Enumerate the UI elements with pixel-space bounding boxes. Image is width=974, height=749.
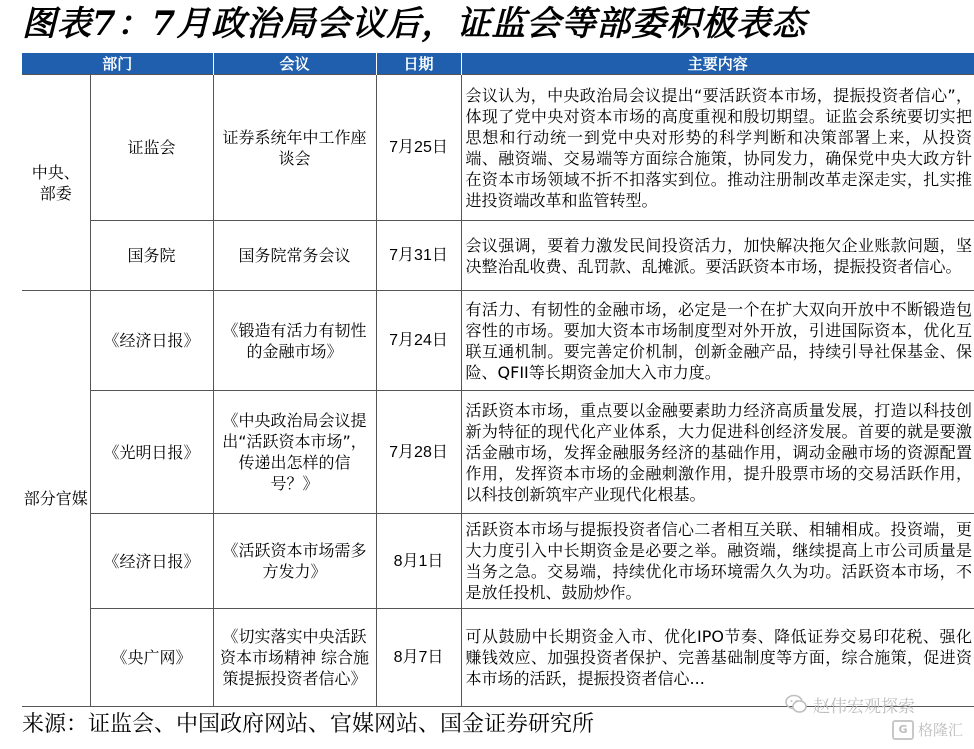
source-note: 来源：证监会、中国政府网站、官媒网站、国金证券研究所: [22, 712, 595, 737]
group-label-media: 部分官媒: [22, 291, 90, 707]
table-row: [22, 514, 974, 609]
header-dept: 部门: [22, 53, 213, 75]
org-cell: 《经济日报》: [90, 291, 213, 391]
date-cell: 8月1日: [376, 514, 461, 609]
org-cell: 国务院: [90, 221, 213, 291]
content-cell: [461, 391, 974, 514]
policy-table: [22, 53, 974, 707]
logo-text: 格隆汇: [918, 721, 964, 739]
header-meeting: 会议: [213, 53, 376, 75]
watermark-text: 赵伟宏观探索: [813, 696, 915, 717]
content-text: 活跃资本市场与提振投资者信心二者相互关联、相辅相成。投资端，更大力度引入中长期资金是必要之举。融资端，继续提高上市公司质量是当务之急。交易端，持续优化市场环境需久久为功。活跃资本市场，不是放任投机、鼓励炒作。: [465, 520, 973, 602]
content-text: 会议认为，中央政治局会议提出“要活跃资本市场，提振投资者信心”，体现了党中央对资本市场的高度重视和殷切期望。证监会系统要切实把思想和行动统一到党中央对形势的科学判断和决策部署上来，从投资端、融资端、交易端等方面综合施策，协同发力，确保党中央大政方针在资本市场领域不折不扣落实到位。推动注册制改革走深走实，扎实推进投资端改革和监管转型。: [465, 85, 973, 210]
meeting-cell: 《活跃资本市场需多方发力》: [213, 514, 376, 609]
table-row: [22, 221, 974, 291]
table-row: [22, 291, 974, 391]
content-cell: [461, 75, 974, 221]
meeting-cell: 《锻造有活力有韧性的金融市场》: [213, 291, 376, 391]
content-text: 有活力、有韧性的金融市场，必定是一个在扩大双向开放中不断锻造包容性的市场。要加大资本市场制度型对外开放，引进国际资本，优化互联互通机制。要完善定价机制，创新金融产品，持续引导社保基金、保险、QFII等长期资金加大入市力度。: [465, 299, 973, 382]
org-cell: 《央广网》: [90, 609, 213, 707]
meeting-cell: 证券系统年中工作座谈会: [213, 75, 376, 221]
table-row: [22, 391, 974, 514]
content-cell: [461, 514, 974, 609]
date-cell: 7月31日: [376, 221, 461, 291]
logo-icon: G: [892, 720, 914, 740]
logo-watermark: [892, 719, 963, 740]
org-cell: 证监会: [90, 75, 213, 221]
content-text: 会议强调，要着力激发民间投资活力，加快解决拖欠企业账款问题，坚决整治乱收费、乱罚款、乱摊派。要活跃资本市场，提振投资者信心。: [465, 235, 973, 276]
watermark: [785, 691, 915, 717]
table-header-row: [22, 53, 974, 75]
date-cell: 8月7日: [376, 609, 461, 707]
content-text: 可从鼓励中长期资金入市、优化IPO节奏、降低证券交易印花税、强化赚钱效应、加强投资者保护、完善基础制度等方面，综合施策，促进资本市场的活跃，提振投资者信心...: [465, 627, 973, 688]
content-cell: [461, 221, 974, 291]
page-title: 图表7：7月政治局会议后，证监会等部委积极表态: [22, 4, 807, 44]
org-cell: 《经济日报》: [90, 514, 213, 609]
date-cell: 7月24日: [376, 291, 461, 391]
content-text: 活跃资本市场，重点要以金融要素助力经济高质量发展，打造以科技创新为特征的现代化产业体系，大力促进科创经济发展。首要的就是要激活金融市场，发挥金融服务经济的基础作用，调动金融市场的资源配置作用，发挥资本市场的金融刺激作用，提升股票市场的交易活跃作用，以科技创新筑牢产业现代化根基。: [465, 400, 973, 504]
date-cell: 7月25日: [376, 75, 461, 221]
org-cell: 《光明日报》: [90, 391, 213, 514]
meeting-cell: 《中央政治局会议提出“活跃资本市场”，传递出怎样的信号？》: [213, 391, 376, 514]
date-cell: 7月28日: [376, 391, 461, 514]
group-label-central: 中央、 部委: [22, 75, 90, 291]
wechat-icon: [785, 694, 807, 714]
content-cell: [461, 291, 974, 391]
header-date: 日期: [376, 53, 461, 75]
meeting-cell: 国务院常务会议: [213, 221, 376, 291]
table-row: [22, 75, 974, 221]
meeting-cell: 《切实落实中央活跃资本市场精神 综合施策提振投资者信心》: [213, 609, 376, 707]
header-content: 主要内容: [461, 53, 974, 75]
